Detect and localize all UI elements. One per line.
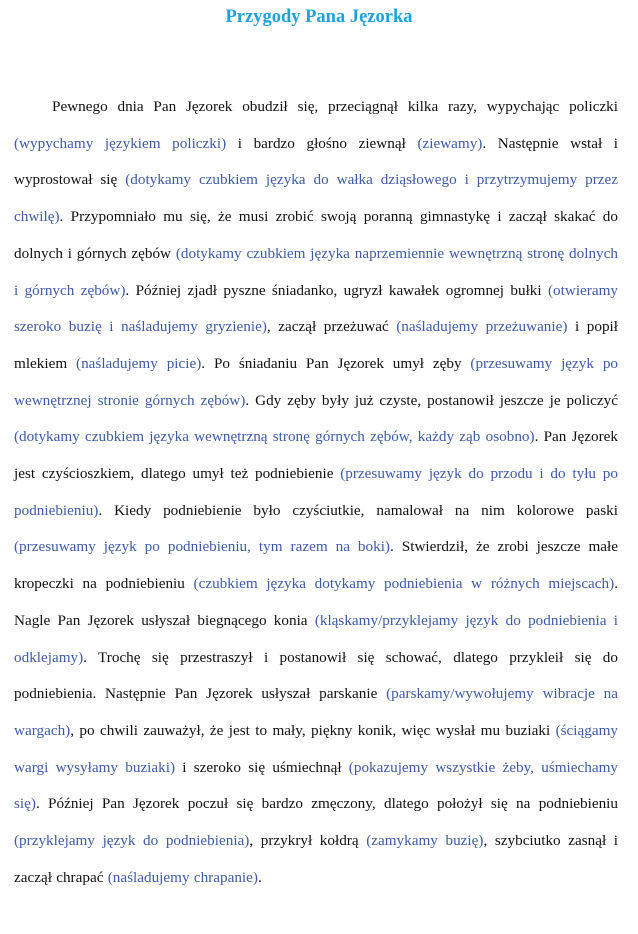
story-text: . Później zjadł pyszne śniadanko, ugryzł kawałek ogromnej bułki — [125, 281, 548, 299]
exercise-instruction: (dotykamy czubkiem języka do wałka dziąsłowego i przytrzymujemy przez chwilę) — [14, 171, 618, 226]
exercise-instruction: (parskamy/wywołujemy wibracje na wargach) — [14, 685, 618, 739]
story-text: i popił mlekiem — [14, 318, 618, 372]
story-text: Pewnego dnia Pan Jęzorek obudził się, przeciągnął kilka razy, wypychając policzki — [52, 98, 618, 115]
document-title: Przygody Pana Jęzorka — [225, 7, 413, 27]
story-text: . Stwierdził, że zrobi jeszcze małe kropeczki na podniebieniu — [14, 538, 618, 593]
exercise-instruction: (czubkiem języka dotykamy podniebienia w różnych miejscach) — [193, 575, 615, 593]
exercise-instruction: (ściągamy wargi wysyłamy buziaki) — [14, 721, 618, 776]
exercise-instruction: (przesuwamy język po wewnętrznej stronie górnych zębów) — [14, 354, 619, 409]
story-text: i bardzo głośno ziewnął — [226, 134, 418, 152]
exercise-instruction: (ziewamy) — [417, 134, 483, 152]
story-text: i szeroko się uśmiechnął — [175, 758, 349, 776]
story-text: . Po śniadaniu Pan Jęzorek umył zęby — [201, 354, 471, 372]
story-text: , zaczął przeżuwać — [266, 318, 397, 336]
exercise-instruction: (otwieramy szeroko buzię i naśladujemy gryzienie) — [14, 281, 618, 336]
story-text: . Następnie wstał i wyprostował się — [14, 134, 618, 189]
exercise-instruction: (wypychamy językiem policzki) — [14, 134, 227, 152]
story-text: , po chwili zauważył, że jest to mały, piękny konik, więc wysłał mu buziaki — [70, 721, 556, 739]
story-text: , szybciutko zasnął i zaczął chrapać — [14, 832, 619, 886]
exercise-instruction: (dotykamy czubkiem języka naprzemiennie wewnętrzną stronę dolnych i górnych zębów) — [14, 244, 618, 299]
exercise-instruction: (przesuwamy język do przodu i do tyłu po podniebieniu) — [14, 465, 618, 519]
story-paragraph — [14, 89, 618, 896]
exercise-instruction: (przesuwamy język po podniebieniu, tym razem na boki) — [14, 538, 390, 556]
exercise-instruction: (kląskamy/przyklejamy język do podniebienia i odklejamy) — [14, 611, 618, 666]
exercise-instruction: (dotykamy czubkiem języka wewnętrzną stronę górnych zębów, każdy ząb osobno) — [14, 428, 535, 446]
story-text: . Pan Jęzorek jest czyścioszkiem, dlatego umył też podniebienie — [14, 428, 618, 483]
exercise-instruction: (naśladujemy chrapanie) — [107, 868, 258, 886]
story-text: . Kiedy podniebienie było czyściutkie, namalował na nim kolorowe paski — [98, 501, 618, 519]
story-text: , przykrył kołdrą — [249, 832, 367, 850]
story-text: . Przypomniało mu się, że musi zrobić swoją poranną gimnastykę i zaczął skakać do dolnych i górnych zębów — [14, 208, 618, 262]
story-text: . Później Pan Jęzorek poczuł się bardzo zmęczony, dlatego położył się na podniebieniu — [35, 795, 618, 813]
exercise-instruction: (przyklejamy język do podniebienia) — [14, 832, 250, 850]
exercise-instruction: (pokazujemy wszystkie żeby, uśmiechamy się) — [14, 758, 618, 813]
exercise-instruction: (zamykamy buzię) — [366, 832, 484, 850]
story-text: . Gdy zęby były już czyste, postanowił jeszcze je policzyć — [245, 391, 619, 409]
story-text: . — [257, 868, 262, 886]
exercise-instruction: (naśladujemy picie) — [76, 354, 202, 372]
exercise-instruction: (naśladujemy przeżuwanie) — [396, 318, 568, 336]
story-text: . Nagle Pan Jęzorek usłyszał biegnącego konia — [14, 575, 618, 629]
story-text: . Trochę się przestraszył i postanowił się schować, dlatego przykleił się do podniebienia. Następnie Pan Jęzorek usłyszał parskanie — [14, 648, 618, 703]
